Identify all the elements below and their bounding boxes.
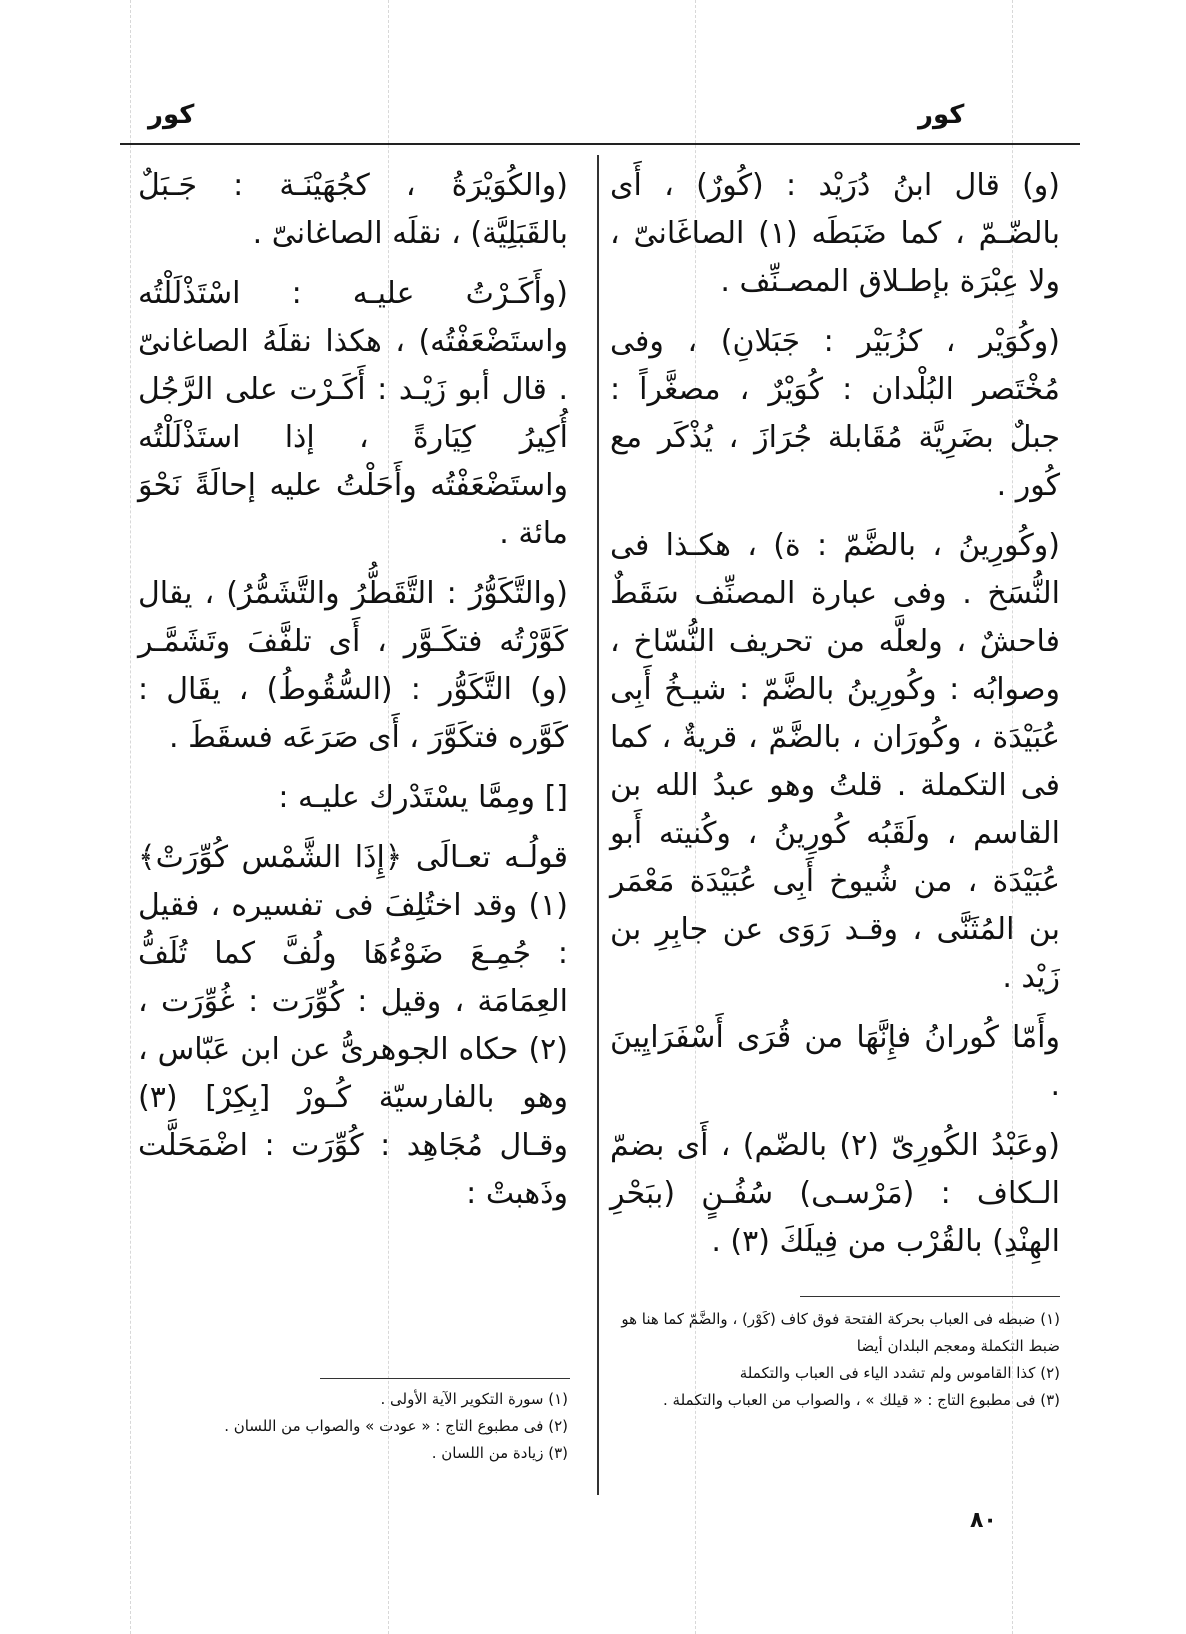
entry-paragraph: [] ومِمَّا يسْتَدْرك عليـه :: [278, 780, 568, 815]
running-header-right: كور: [918, 100, 965, 130]
footnote: (٣) فى مطبوع التاج : « قيلك » ، والصواب من العباب والتكملة .: [663, 1391, 1060, 1409]
footnotes-right: [610, 1306, 1060, 1414]
entry-paragraph: (وأَكَـرْتُ عليـه : اسْتَذْلَلْتُه واستَضْعَفْتُه) ، هكذا نقلَهُ الصاغانىّ . قال أبو زَيْـد : أَكَـرْت على الرَّجُل أُكِيرُ كِيَارةً ، إذا استَذْلَلْتُه واستَضْعَفْتُه وأَحَلْتُ عليه إحالَةً نَحْوَ مائة .: [138, 276, 568, 551]
page-number: ٨٠: [970, 1508, 997, 1533]
footnote: (٢) فى مطبوع التاج : « عودت » والصواب من اللسان .: [224, 1417, 568, 1435]
left-column: [138, 162, 568, 1230]
running-header-left: كور: [148, 100, 195, 130]
entry-paragraph: (وعَبْدُ الكُورِىّ (٢) بالضّم) ، أَى بضمّ الـكاف : (مَرْسـى) سُفُـنٍ (ببَحْرِ الهِنْدِ) بالقُرْب من فِيلَكَ (٣) .: [610, 1128, 1060, 1259]
footnote-rule-right: [800, 1296, 1060, 1297]
footnote: (٢) كذا القاموس ولم تشدد الياء فى العباب والتكملة: [739, 1364, 1060, 1382]
entry-paragraph: (وكُورِينُ ، بالضَّمّ : ة) ، هكـذا فى النُّسَخ . وفى عبارة المصنِّف سَقَطٌ فاحشٌ ، ولعلَّه من تحريف النُّسّاخ ، وصوابُه : وكُورِينُ بالضَّمّ : شيـخُ أَبِى عُبَيْدَة ، وكُورَان ، بالضَّمّ ، قريةٌ ، كما فى التكملة . قلتُ وهو عبدُ الله بن القاسم ، ولَقَبُه كُورِينُ ، وكُنيته أَبو عُبَيْدَة ، من شُيوخ أَبِى عُبَيْدَة مَعْمَر بن المُثَنَّى ، وقـد رَوَى عن جابِرِ بن زَيْد .: [610, 528, 1060, 995]
footnote: (٣) زيادة من اللسان .: [431, 1444, 568, 1462]
column-divider: [597, 155, 599, 1495]
entry-paragraph: (والتَّكَوُّرُ : التَّقَطُّرُ والتَّشَمُّرُ) ، يقال كَوَّرْتُه فتكَـوَّر ، أَى تلفَّفَ وتَشَمَّـر (و) التَّكَوُّر : (السُّقُوطُ) ، يقَال : كَوَّره فتكَوَّرَ ، أَى صَرَعَه فسقَطَ .: [138, 576, 568, 755]
scan-guide-line: [130, 0, 131, 1634]
entry-paragraph: (والكُوَيْرَةُ ، كجُهَيْنَـة : جَـبَلٌ بالقَبَلِيَّة) ، نقلَه الصاغانىّ .: [138, 168, 568, 251]
entry-paragraph: وأَمّا كُورانُ فإِنَّهَا من قُرَى أَسْفَرَايِينَ .: [610, 1020, 1060, 1103]
footnotes-left: [138, 1386, 568, 1467]
entry-paragraph: (وكُوَيْر ، كزُبَيْر : جَبَلانِ) ، وفى مُخْتَصر البُلْدان : كُوَيْرٌ ، مصغَّراً : جبلٌ بضَرِيَّة مُقَابلة جُرَازَ ، يُذْكَر مع كُور .: [610, 324, 1060, 503]
entry-paragraph: قولُـه تعـالَى ﴿إِذَا الشَّمْس كُوِّرَتْ﴾ (١) وقد اختُلِفَ فى تفسيره ، فقيل : جُمِـعَ ضَوْءُهَا ولُفَّ كما تُلَفُّ العِمَامَة ، وقيل : كُوِّرَت : غُوِّرَت ، (٢) حكاه الجوهرىُّ عن ابن عَبّاس ، وهو بالفارسيّة كُـورْ [بِكِرْ] (٣) وقـال مُجَاهِد : كُوِّرَت : اضْمَحَلَّت وذَهبتْ :: [138, 840, 568, 1211]
right-column: [610, 162, 1060, 1278]
footnote-rule-left: [320, 1378, 570, 1379]
footnote: (١) ضبطه فى العباب بحركة الفتحة فوق كاف (كَوْر) ، والضَّمّ كما هنا هو ضبط التكملة ومعجم البلدان أيضا: [621, 1310, 1060, 1355]
footnote: (١) سورة التكوير الآية الأولى .: [380, 1390, 568, 1408]
entry-paragraph: (و) قال ابنُ دُرَيْد : (كُورٌ) ، أَى بالضّـمّ ، كما ضَبَطَه (١) الصاغَانىّ ، ولا عِبْرَة بإطـلاق المصـنِّف .: [610, 168, 1061, 299]
header-rule: [120, 143, 1080, 145]
